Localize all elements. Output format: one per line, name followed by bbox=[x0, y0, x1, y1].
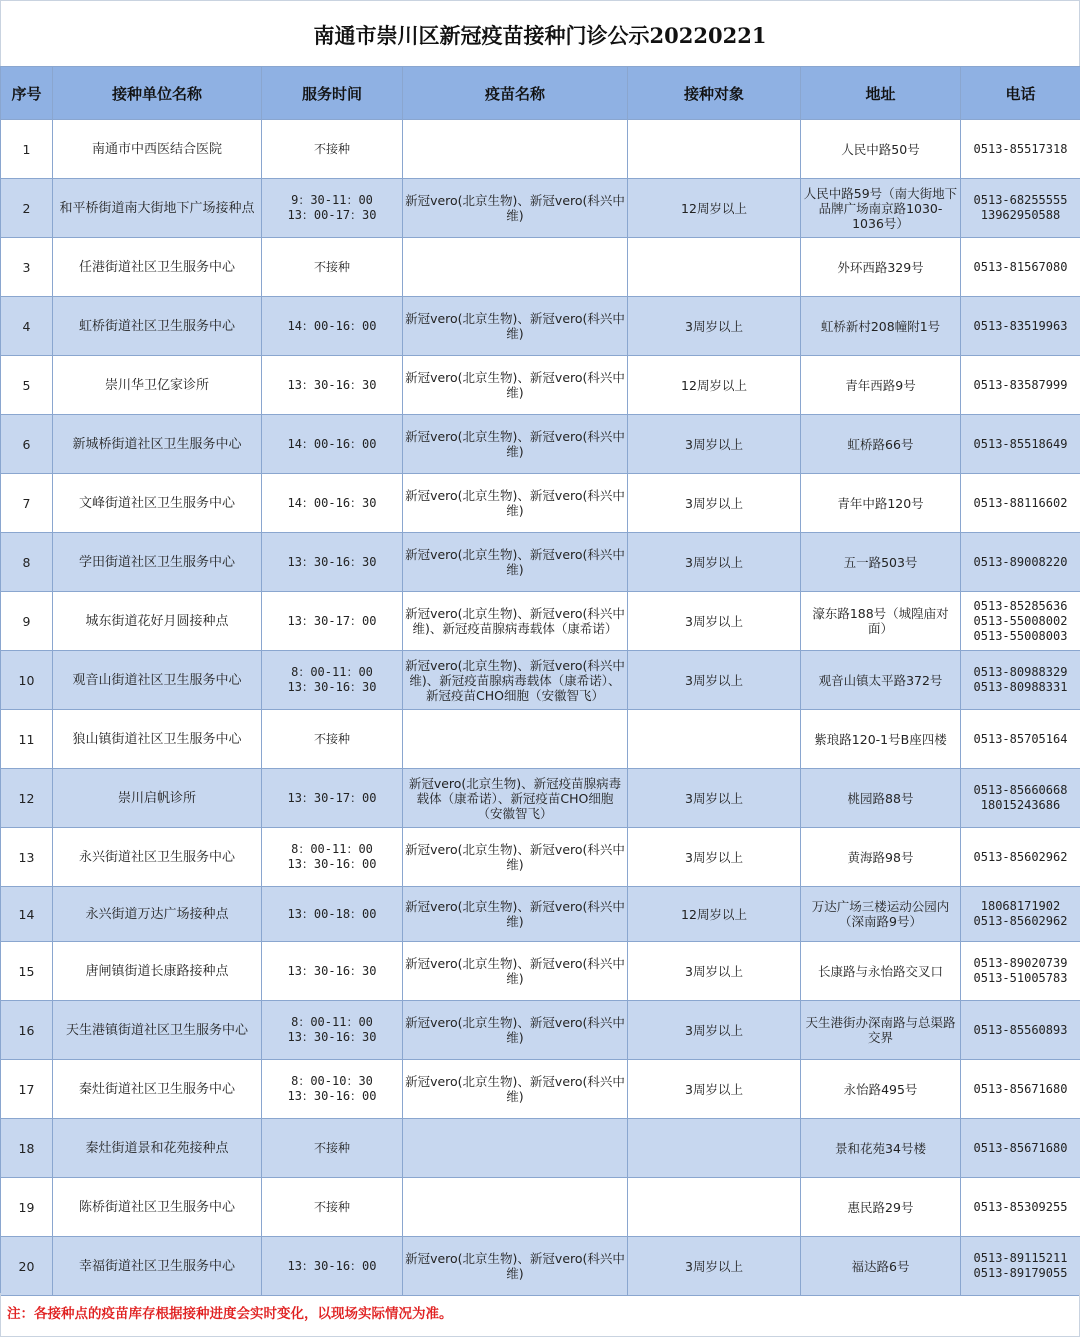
target-group: 12周岁以上 bbox=[628, 887, 801, 942]
unit-name: 永兴街道万达广场接种点 bbox=[53, 887, 262, 942]
table-row bbox=[1, 651, 1080, 710]
service-time: 14：00-16：00 bbox=[262, 297, 403, 356]
table-row bbox=[1, 1060, 1080, 1119]
table-row bbox=[1, 179, 1080, 238]
table-header-row bbox=[1, 67, 1080, 120]
unit-name: 观音山街道社区卫生服务中心 bbox=[53, 651, 262, 710]
row-number: 12 bbox=[1, 769, 53, 828]
table-row bbox=[1, 1178, 1080, 1237]
unit-name: 南通市中西医结合医院 bbox=[53, 120, 262, 179]
vaccine-name: 新冠vero(北京生物)、新冠vero(科兴中维) bbox=[403, 474, 628, 533]
row-number: 15 bbox=[1, 942, 53, 1001]
unit-name: 狼山镇街道社区卫生服务中心 bbox=[53, 710, 262, 769]
row-number: 20 bbox=[1, 1237, 53, 1296]
target-group: 3周岁以上 bbox=[628, 828, 801, 887]
table-row bbox=[1, 1237, 1080, 1296]
phone: 0513-81567080 bbox=[961, 238, 1080, 297]
row-number: 18 bbox=[1, 1119, 53, 1178]
address: 景和花苑34号楼 bbox=[801, 1119, 961, 1178]
phone: 0513-80988329 0513-80988331 bbox=[961, 651, 1080, 710]
table-row bbox=[1, 297, 1080, 356]
row-number: 11 bbox=[1, 710, 53, 769]
phone: 0513-89020739 0513-51005783 bbox=[961, 942, 1080, 1001]
vaccine-name: 新冠vero(北京生物)、新冠vero(科兴中维) bbox=[403, 828, 628, 887]
vaccine-name bbox=[403, 710, 628, 769]
service-time: 13：30-17：00 bbox=[262, 769, 403, 828]
service-time: 不接种 bbox=[262, 710, 403, 769]
unit-name: 文峰街道社区卫生服务中心 bbox=[53, 474, 262, 533]
header-time: 服务时间 bbox=[262, 67, 403, 120]
table-row bbox=[1, 1119, 1080, 1178]
phone: 0513-85309255 bbox=[961, 1178, 1080, 1237]
vaccine-name: 新冠vero(北京生物)、新冠疫苗腺病毒载体（康希诺）、新冠疫苗CHO细胞（安徽智飞） bbox=[403, 769, 628, 828]
address: 桃园路88号 bbox=[801, 769, 961, 828]
target-group bbox=[628, 710, 801, 769]
address: 人民中路50号 bbox=[801, 120, 961, 179]
vaccine-name: 新冠vero(北京生物)、新冠vero(科兴中维) bbox=[403, 415, 628, 474]
table-row bbox=[1, 942, 1080, 1001]
service-time: 13：30-16：30 bbox=[262, 942, 403, 1001]
address: 青年中路120号 bbox=[801, 474, 961, 533]
unit-name: 幸福街道社区卫生服务中心 bbox=[53, 1237, 262, 1296]
table-row bbox=[1, 533, 1080, 592]
unit-name: 和平桥街道南大街地下广场接种点 bbox=[53, 179, 262, 238]
row-number: 1 bbox=[1, 120, 53, 179]
target-group bbox=[628, 120, 801, 179]
unit-name: 城东街道花好月圆接种点 bbox=[53, 592, 262, 651]
row-number: 19 bbox=[1, 1178, 53, 1237]
header-address: 地址 bbox=[801, 67, 961, 120]
vaccine-name: 新冠vero(北京生物)、新冠vero(科兴中维) bbox=[403, 942, 628, 1001]
target-group bbox=[628, 238, 801, 297]
unit-name: 新城桥街道社区卫生服务中心 bbox=[53, 415, 262, 474]
vaccine-name: 新冠vero(北京生物)、新冠vero(科兴中维) bbox=[403, 356, 628, 415]
row-number: 4 bbox=[1, 297, 53, 356]
service-time: 14：00-16：30 bbox=[262, 474, 403, 533]
target-group: 3周岁以上 bbox=[628, 1001, 801, 1060]
address: 万达广场三楼运动公园内（深南路9号） bbox=[801, 887, 961, 942]
row-number: 5 bbox=[1, 356, 53, 415]
phone: 18068171902 0513-85602962 bbox=[961, 887, 1080, 942]
vaccine-name: 新冠vero(北京生物)、新冠vero(科兴中维)、新冠疫苗腺病毒载体（康希诺）、新冠疫苗CHO细胞（安徽智飞） bbox=[403, 651, 628, 710]
footnote: 注：各接种点的疫苗库存根据接种进度会实时变化，以现场实际情况为准。 bbox=[0, 1293, 1080, 1337]
row-number: 3 bbox=[1, 238, 53, 297]
table-row bbox=[1, 710, 1080, 769]
table-row bbox=[1, 415, 1080, 474]
row-number: 14 bbox=[1, 887, 53, 942]
row-number: 13 bbox=[1, 828, 53, 887]
unit-name: 永兴街道社区卫生服务中心 bbox=[53, 828, 262, 887]
vaccine-name: 新冠vero(北京生物)、新冠vero(科兴中维) bbox=[403, 1001, 628, 1060]
target-group: 12周岁以上 bbox=[628, 179, 801, 238]
service-time: 不接种 bbox=[262, 1178, 403, 1237]
table-row bbox=[1, 356, 1080, 415]
vaccine-name bbox=[403, 238, 628, 297]
phone: 0513-89115211 0513-89179055 bbox=[961, 1237, 1080, 1296]
phone: 0513-85671680 bbox=[961, 1119, 1080, 1178]
table-row bbox=[1, 828, 1080, 887]
service-time: 不接种 bbox=[262, 120, 403, 179]
row-number: 10 bbox=[1, 651, 53, 710]
header-phone: 电话 bbox=[961, 67, 1080, 120]
table-row bbox=[1, 474, 1080, 533]
phone: 0513-85560893 bbox=[961, 1001, 1080, 1060]
row-number: 6 bbox=[1, 415, 53, 474]
target-group: 3周岁以上 bbox=[628, 942, 801, 1001]
phone: 0513-68255555 13962950588 bbox=[961, 179, 1080, 238]
service-time: 8：00-10：30 13：30-16：00 bbox=[262, 1060, 403, 1119]
row-number: 7 bbox=[1, 474, 53, 533]
target-group: 12周岁以上 bbox=[628, 356, 801, 415]
address: 虹桥新村208幢附1号 bbox=[801, 297, 961, 356]
header-target: 接种对象 bbox=[628, 67, 801, 120]
address: 濠东路188号（城隍庙对面） bbox=[801, 592, 961, 651]
service-time: 8：00-11：00 13：30-16：30 bbox=[262, 651, 403, 710]
service-time: 8：00-11：00 13：30-16：30 bbox=[262, 1001, 403, 1060]
address: 长康路与永怡路交叉口 bbox=[801, 942, 961, 1001]
target-group: 3周岁以上 bbox=[628, 415, 801, 474]
unit-name: 学田街道社区卫生服务中心 bbox=[53, 533, 262, 592]
target-group bbox=[628, 1178, 801, 1237]
address: 人民中路59号（南大街地下品牌广场南京路1030-1036号） bbox=[801, 179, 961, 238]
service-time: 8：00-11：00 13：30-16：00 bbox=[262, 828, 403, 887]
address: 永怡路495号 bbox=[801, 1060, 961, 1119]
table-body bbox=[1, 120, 1080, 1296]
address: 惠民路29号 bbox=[801, 1178, 961, 1237]
phone: 0513-85285636 0513-55008002 0513-55008003 bbox=[961, 592, 1080, 651]
vaccine-name: 新冠vero(北京生物)、新冠vero(科兴中维)、新冠疫苗腺病毒载体（康希诺） bbox=[403, 592, 628, 651]
address: 黄海路98号 bbox=[801, 828, 961, 887]
address: 紫琅路120-1号B座四楼 bbox=[801, 710, 961, 769]
unit-name: 崇川启帆诊所 bbox=[53, 769, 262, 828]
service-time: 14：00-16：00 bbox=[262, 415, 403, 474]
unit-name: 秦灶街道景和花苑接种点 bbox=[53, 1119, 262, 1178]
target-group: 3周岁以上 bbox=[628, 1237, 801, 1296]
target-group: 3周岁以上 bbox=[628, 592, 801, 651]
target-group: 3周岁以上 bbox=[628, 297, 801, 356]
clinic-table bbox=[0, 66, 1080, 1296]
phone: 0513-83587999 bbox=[961, 356, 1080, 415]
service-time: 不接种 bbox=[262, 1119, 403, 1178]
target-group: 3周岁以上 bbox=[628, 769, 801, 828]
unit-name: 任港街道社区卫生服务中心 bbox=[53, 238, 262, 297]
target-group: 3周岁以上 bbox=[628, 474, 801, 533]
service-time: 13：30-16：30 bbox=[262, 356, 403, 415]
phone: 0513-85671680 bbox=[961, 1060, 1080, 1119]
service-time: 13：30-17：00 bbox=[262, 592, 403, 651]
table-row bbox=[1, 120, 1080, 179]
unit-name: 虹桥街道社区卫生服务中心 bbox=[53, 297, 262, 356]
vaccine-name: 新冠vero(北京生物)、新冠vero(科兴中维) bbox=[403, 1237, 628, 1296]
table-row bbox=[1, 1001, 1080, 1060]
row-number: 8 bbox=[1, 533, 53, 592]
address: 虹桥路66号 bbox=[801, 415, 961, 474]
phone: 0513-89008220 bbox=[961, 533, 1080, 592]
unit-name: 秦灶街道社区卫生服务中心 bbox=[53, 1060, 262, 1119]
address: 青年西路9号 bbox=[801, 356, 961, 415]
table-row bbox=[1, 238, 1080, 297]
address: 福达路6号 bbox=[801, 1237, 961, 1296]
vaccine-name bbox=[403, 1119, 628, 1178]
vaccine-name bbox=[403, 1178, 628, 1237]
unit-name: 唐闸镇街道长康路接种点 bbox=[53, 942, 262, 1001]
target-group: 3周岁以上 bbox=[628, 533, 801, 592]
address: 五一路503号 bbox=[801, 533, 961, 592]
header-unit: 接种单位名称 bbox=[53, 67, 262, 120]
vaccine-name: 新冠vero(北京生物)、新冠vero(科兴中维) bbox=[403, 179, 628, 238]
address: 观音山镇太平路372号 bbox=[801, 651, 961, 710]
phone: 0513-88116602 bbox=[961, 474, 1080, 533]
row-number: 17 bbox=[1, 1060, 53, 1119]
phone: 0513-85518649 bbox=[961, 415, 1080, 474]
phone: 0513-85517318 bbox=[961, 120, 1080, 179]
vaccine-name bbox=[403, 120, 628, 179]
target-group bbox=[628, 1119, 801, 1178]
vaccine-name: 新冠vero(北京生物)、新冠vero(科兴中维) bbox=[403, 297, 628, 356]
unit-name: 崇川华卫亿家诊所 bbox=[53, 356, 262, 415]
address: 外环西路329号 bbox=[801, 238, 961, 297]
phone: 0513-85602962 bbox=[961, 828, 1080, 887]
table-row bbox=[1, 769, 1080, 828]
row-number: 2 bbox=[1, 179, 53, 238]
row-number: 9 bbox=[1, 592, 53, 651]
service-time: 13：30-16：30 bbox=[262, 533, 403, 592]
address: 天生港街办深南路与总渠路交界 bbox=[801, 1001, 961, 1060]
service-time: 13：30-16：00 bbox=[262, 1237, 403, 1296]
page-title: 南通市崇川区新冠疫苗接种门诊公示20220221 bbox=[0, 0, 1080, 66]
vaccine-name: 新冠vero(北京生物)、新冠vero(科兴中维) bbox=[403, 1060, 628, 1119]
unit-name: 天生港镇街道社区卫生服务中心 bbox=[53, 1001, 262, 1060]
service-time: 13：00-18：00 bbox=[262, 887, 403, 942]
phone: 0513-85705164 bbox=[961, 710, 1080, 769]
target-group: 3周岁以上 bbox=[628, 651, 801, 710]
vaccine-name: 新冠vero(北京生物)、新冠vero(科兴中维) bbox=[403, 887, 628, 942]
target-group: 3周岁以上 bbox=[628, 1060, 801, 1119]
service-time: 不接种 bbox=[262, 238, 403, 297]
vaccine-name: 新冠vero(北京生物)、新冠vero(科兴中维) bbox=[403, 533, 628, 592]
service-time: 9：30-11：00 13：00-17：30 bbox=[262, 179, 403, 238]
phone: 0513-83519963 bbox=[961, 297, 1080, 356]
header-no: 序号 bbox=[1, 67, 53, 120]
unit-name: 陈桥街道社区卫生服务中心 bbox=[53, 1178, 262, 1237]
phone: 0513-85660668 18015243686 bbox=[961, 769, 1080, 828]
table-row bbox=[1, 887, 1080, 942]
row-number: 16 bbox=[1, 1001, 53, 1060]
header-vaccine: 疫苗名称 bbox=[403, 67, 628, 120]
table-row bbox=[1, 592, 1080, 651]
